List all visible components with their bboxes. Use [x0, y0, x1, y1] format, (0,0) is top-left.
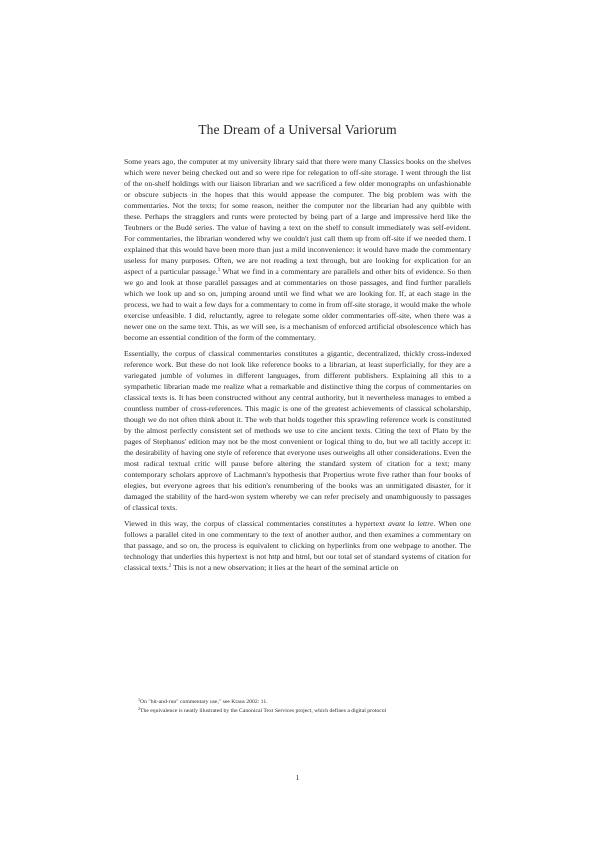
paragraph-text: Essentially, the corpus of classical commentaries constitutes a gigantic, decentralized, thickly cross-indexed reference work. But these do not look like reference books to a librarian, at least superficially, for they are a variegated jumble of volumes in different languages, from different publishers. Explaining all this to a sympathetic librarian made me realize what a remarkable and distinctive thing the corpus of commentaries on classical texts is. It has been constructed without any central authority, but it nevertheless manages to embed a countless number of cross-references. This magic is one of the greatest achievements of classical scholarship, though we do not often think about it. The web that holds together this sprawling reference work is constituted by the almost perfectly consistent set of methods we use to cite ancient texts. Citing the text of Plato by the pages of Stephanus' edition may not be the most convenient or logical thing to do, but we all tacitly accept it: the desirability of having one style of reference that everyone uses outweighs all other considerations. Even the most radical textual critic will pause before altering the standard system of citation for a text; many contemporary scholars approve of Lachmann's hypothesis that Propertius wrote five rather than four books of elegies, but everyone agrees that his edition's renumbering of the books was an unmitigated disaster, for it damaged the stability of the hard-won system whereby we can refer precisely and unambiguously to passages of classical texts. — [124, 349, 471, 512]
paragraph — [124, 518, 471, 573]
paragraph — [124, 156, 471, 343]
paragraph-text: Some years ago, the computer at my university library said that there were many Classics books on the shelves which were never being checked out and so were ripe for relegation to off-site storage. I went through the list of the on-shelf holdings with our liaison librarian and we sacrificed a few older monographs on unfashionable or obscure subjects in the hopes that this would appease the computer. The big problem was with the commentaries. Not the texts; for some reason, neither the computer nor the librarian had any quibble with these. Perhaps the stragglers and runts were protected by being part of a large and impressive herd like the Teubners or the Budé series. The value of having a text on the shelf to consult immediately was self-evident. For commentaries, the librarian wondered why we couldn't just call them up from off-site if we needed them. I explained that this would have been more than just a mild inconvenience: it would have made the commentary useless for many purposes. Often, we are not reading a text through, but are looking for explication for an aspect of a particular passage. — [124, 157, 471, 276]
paragraph — [124, 348, 471, 513]
italic-phrase: avant la lettre — [387, 519, 434, 528]
footnote-reference: 2 — [168, 564, 172, 569]
page-number: 1 — [295, 773, 300, 782]
paragraph-text: . When one follows a parallel cited in one commentary to the text of another author, and then examines a commentary on that passage, and so on, the process is equivalent to clicking on hyperlinks from one webpage to another. The technology that underlies this hypertext is not http and html, but our total set of standard systems of citation for classical texts. — [124, 519, 471, 572]
footnote-text: On "hit-and-run" commentary use," see Kraus 2002: 11. — [140, 699, 268, 705]
article-body — [124, 156, 471, 578]
footnotes — [124, 698, 471, 716]
footnote — [124, 707, 471, 716]
footnote-reference: 1 — [217, 268, 221, 273]
paragraph-text: Viewed in this way, the corpus of classical commentaries constitutes a hypertext — [124, 519, 388, 528]
paragraph-text: This is not a new observation; it lies at the heart of the seminal article on — [171, 563, 399, 572]
page-title: The Dream of a Universal Variorum — [198, 122, 397, 137]
footnote — [124, 698, 471, 707]
footnote-mark: 1 — [138, 698, 140, 702]
paragraph-text: What we find in a commentary are parallels and other bits of evidence. So then we go and look at those parallel passages and at commentaries on those passages, and find further parallels which we look up and so on, jumping around until we find what we are looking for. If, at each stage in the process, we had to wait a few days for a commentary to come in from off-site storage, it would make the whole exercise unfeasible. I did, reluctantly, agree to relegate some older commentaries off-site, when there was a newer one on the same text. This, as we will see, is a mechanism of enforced artificial obsolescence which has become an essential condition of the form of the commentary. — [124, 267, 471, 342]
footnote-text: The equivalence is neatly illustrated by the Canonical Text Services project, which defines a digital protocol — [140, 708, 387, 714]
footnote-mark: 2 — [138, 707, 140, 711]
